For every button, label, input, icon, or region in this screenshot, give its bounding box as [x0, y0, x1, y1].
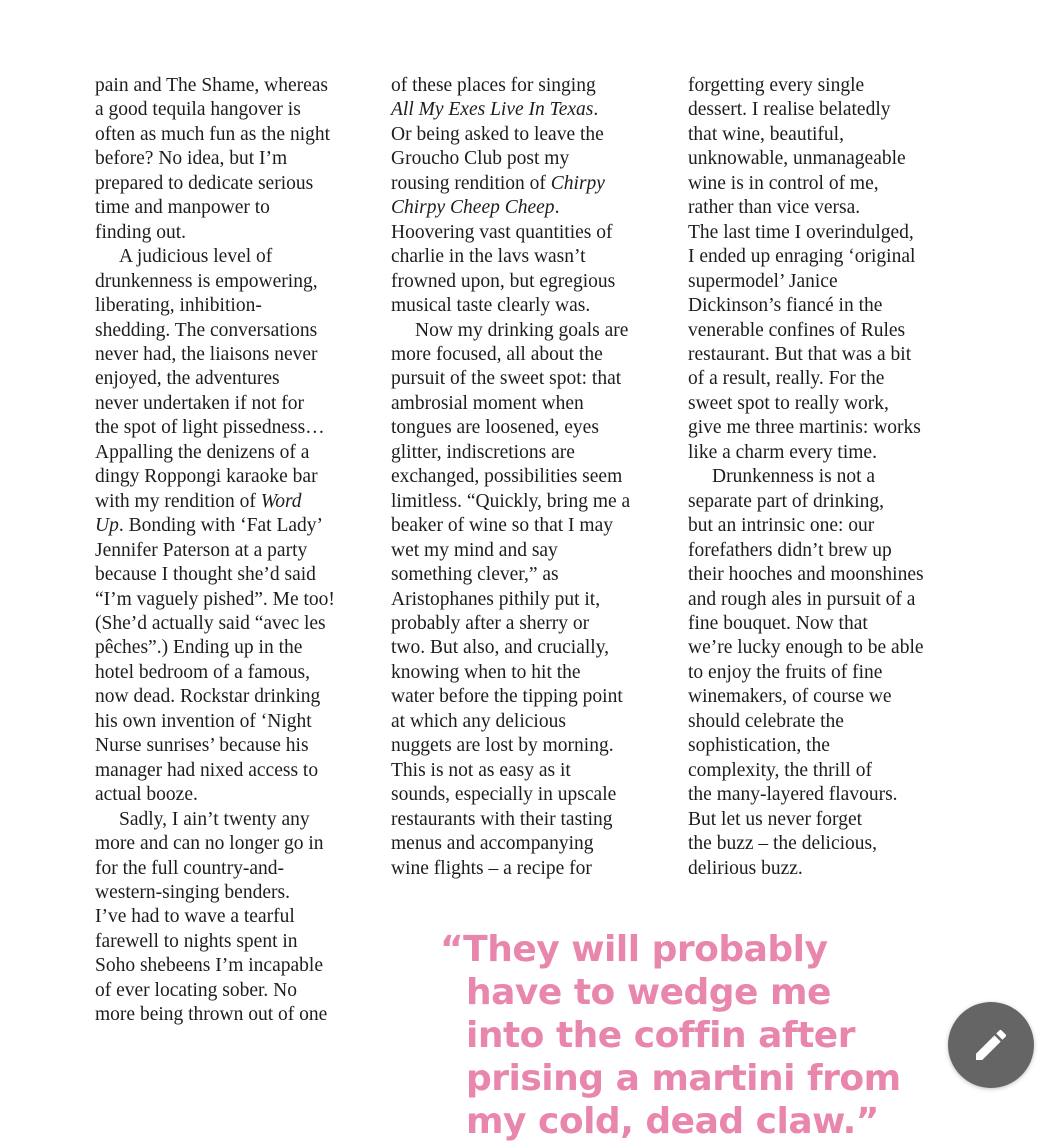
pull-quote-line: “They will probably: [440, 929, 828, 970]
article-paragraph: pain and The Shame, whereas a good tequila hangover is often as much fun as the night before? No idea, but I’m prepared to dedicate serious time and manpower to finding out.: [95, 75, 331, 243]
article-paragraph: forgetting every single dessert. I realise belatedly that wine, beautiful, unknowable, unmanageable wine is in control of me, rather than vice versa. The last time I overindulged, I ended up enraging ‘original supermodel’ Janice Dickinson’s fiancé in the venerable confines of Rules restaurant. But that was a bit of a result, really. For the sweet spot to really work, give me three martinis: works like a charm every time.: [688, 75, 921, 463]
article-paragraph: Drunkenness is not a separate part of drinking, but an intrinsic one: our forefathers didn’t brew up their hooches and moonshines and rough ales in pursuit of a fine bouquet. Now that we’re lucky enough to be able to enjoy the fruits of fine winemakers, of course we should celebrate the sophistication, the complexity, the thrill of the many-layered flavours. But let us never forget the buzz – the delicious, delirious buzz.: [688, 466, 924, 879]
article-paragraph: A judicious level of drunkenness is empowering, liberating, inhibition- shedding. The conversations never had, the liaisons never enjoyed, the adventures never undertaken if not for the spot of light pissedness… Appalling the denizens of a dingy Roppongi karaoke bar with my rendition of Word Up. Bonding with ‘Fat Lady’ Jennifer Paterson at a party because I thought she’d said “I’m vaguely pished”. Me too! (She’d actually said “avec les pêches”.) Ending up in the hotel bedroom of a famous, now dead. Rockstar drinking his own invention of ‘Night Nurse sunrises’ because his manager had nixed access to actual booze.: [95, 246, 335, 806]
article-column-3: [688, 74, 988, 881]
article-column-1: [95, 74, 380, 1028]
article-paragraph: Now my drinking goals are more focused, all about the pursuit of the sweet spot: that ambrosial moment when tongues are loosened, eyes glitter, indiscretions are exchanged, possibilities seem limitless. “Quickly, bring me a beaker of wine so that I may wet my mind and say something clever,” as Aristophanes pithily put it, probably after a sherry or two. But also, and crucially, knowing when to hit the water before the tipping point at which any delicious nuggets are lost by morning. This is not as easy as it sounds, especially in upscale restaurants with their tasting menus and accompanying wine flights – a recipe for: [391, 319, 631, 879]
edit-button[interactable]: [948, 1002, 1034, 1088]
article-column-2: [391, 74, 681, 881]
pull-quote: [440, 928, 901, 1143]
article-paragraph: Sadly, I ain’t twenty any more and can no longer go in for the full country-and- western-singing benders. I’ve had to wave a tearful farewell to nights spent in Soho shebeens I’m incapable of ever locating sober. No more being thrown out of one: [95, 808, 328, 1026]
pull-quote-line: have to wedge me: [466, 972, 831, 1013]
article-paragraph: of these places for singing All My Exes Live In Texas. Or being asked to leave the Groucho Club post my rousing rendition of Chirpy Chirpy Cheep Cheep. Hoovering vast quantities of charlie in the lavs wasn’t frowned upon, but egregious musical taste clearly was.: [391, 75, 616, 317]
pull-quote-line: into the coffin after: [466, 1015, 855, 1056]
pull-quote-line: prising a martini from: [466, 1058, 901, 1099]
pull-quote-line: my cold, dead claw.”: [466, 1101, 879, 1142]
pencil-icon: [971, 1025, 1011, 1065]
